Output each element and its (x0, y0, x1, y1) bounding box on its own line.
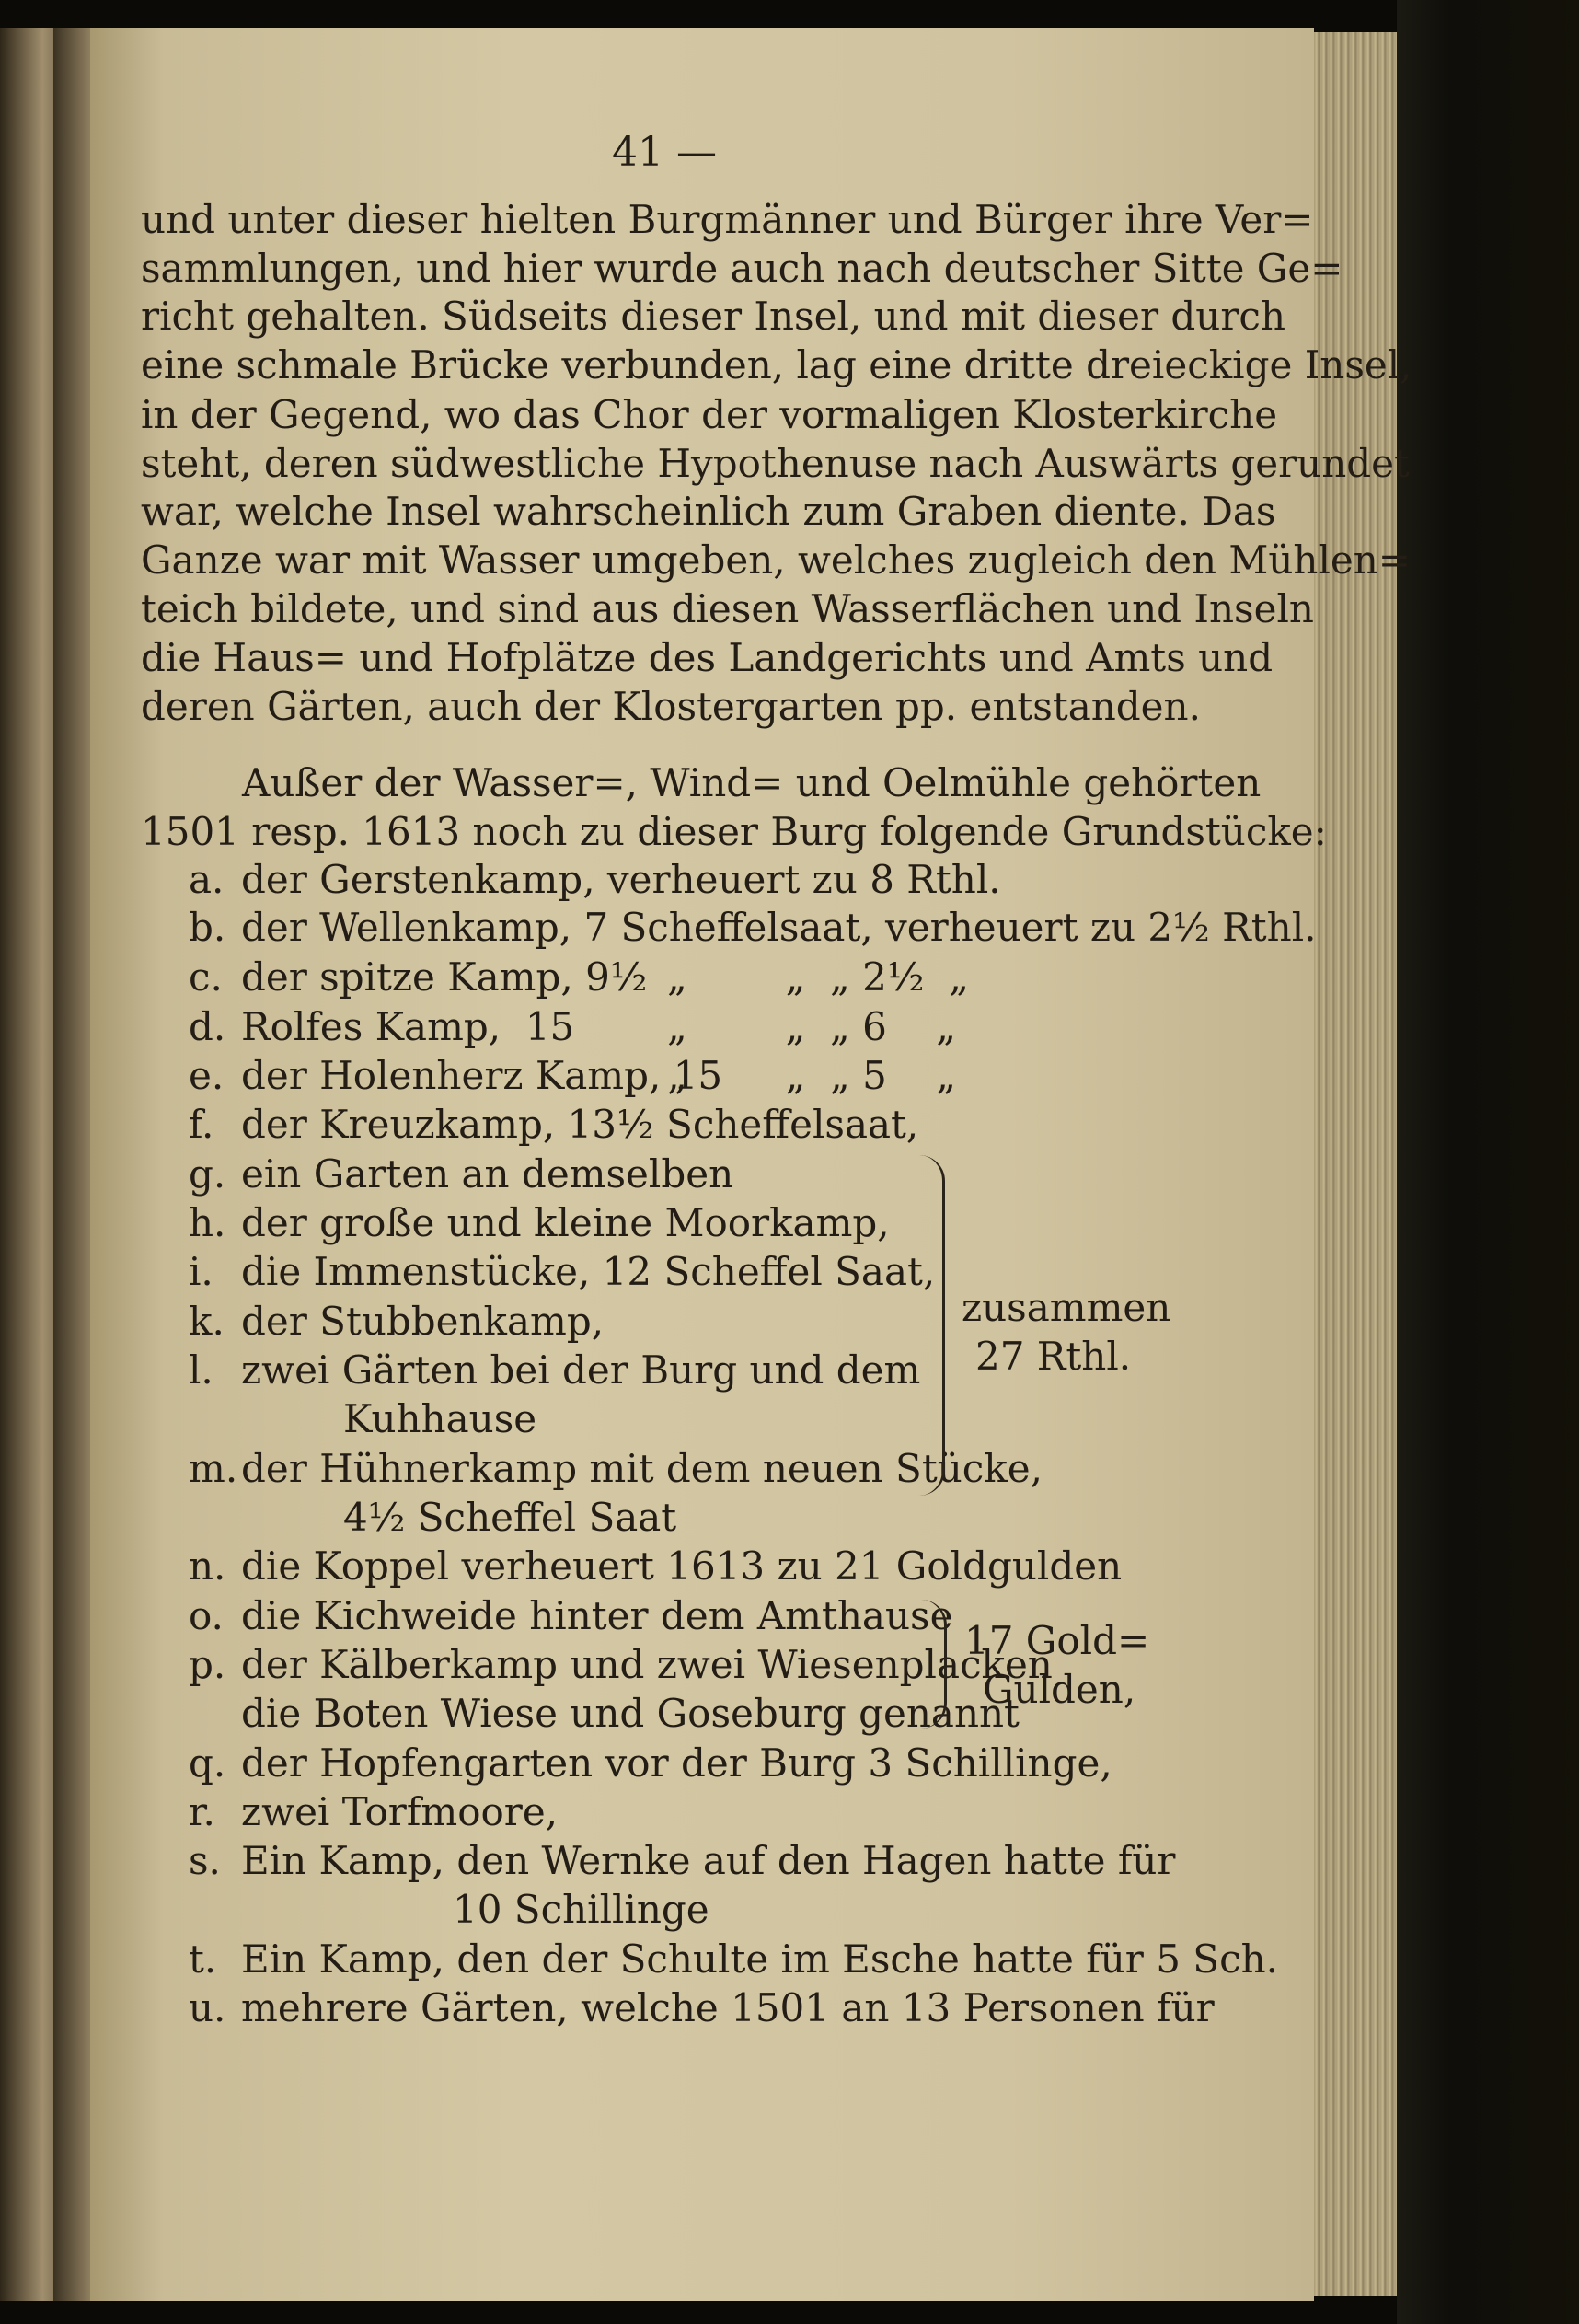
item-letter: n. (189, 1544, 226, 1589)
page-number: 41 — (612, 129, 717, 176)
item-letter: g. (189, 1151, 226, 1197)
item-text: Kuhhause (343, 1396, 537, 1441)
item-text: der Kreuzkamp, 13½ Scheffelsaat, (241, 1102, 919, 1147)
brace-note: Gulden, (983, 1667, 1136, 1712)
item-text: der Hühnerkamp mit dem neuen Stücke, (241, 1446, 1043, 1491)
item-text: der Kälberkamp und zwei Wiesenplacken (241, 1642, 1053, 1687)
paragraph-line: und unter dieser hielten Burgmänner und Bürger ihre Ver= (141, 197, 1314, 242)
paragraph-line: 1501 resp. 1613 noch zu dieser Burg folgende Grundstücke: (141, 809, 1327, 854)
item-text: der spitze Kamp, 9½ (241, 954, 648, 1000)
item-letter: d. (189, 1004, 226, 1049)
book-cover (1397, 0, 1579, 2324)
item-text: der Hopfengarten vor der Burg 3 Schillinge, (241, 1740, 1112, 1786)
item-letter: i. (189, 1249, 213, 1294)
item-letter: b. (189, 905, 226, 950)
paragraph-line: teich bildete, und sind aus diesen Wasserflächen und Inseln (141, 586, 1314, 631)
item-text: der große und kleine Moorkamp, (241, 1200, 890, 1245)
brace-note: zusammen (962, 1285, 1171, 1330)
item-letter: l. (189, 1347, 213, 1393)
item-letter: f. (189, 1102, 214, 1147)
right-brace (911, 1155, 945, 1496)
right-brace (920, 1600, 947, 1729)
brace-note: 27 Rthl. (975, 1334, 1132, 1379)
item-letter: k. (189, 1299, 225, 1344)
paragraph-line: deren Gärten, auch der Klostergarten pp. entstanden. (141, 684, 1201, 729)
item-letter: q. (189, 1740, 226, 1786)
item-letter: p. (189, 1642, 226, 1687)
item-text: zwei Gärten bei der Burg und dem (241, 1347, 921, 1393)
item-text: zwei Torfmoore, (241, 1789, 559, 1834)
item-text: 4½ Scheffel Saat (343, 1495, 677, 1540)
paragraph-line: richt gehalten. Südseits dieser Insel, und mit dieser durch (141, 294, 1286, 339)
paragraph-line: steht, deren südwestliche Hypothenuse nach Auswärts gerundet (141, 441, 1410, 486)
item-text: Ein Kamp, den der Schulte im Esche hatte für 5 Sch. (241, 1937, 1278, 1982)
item-letter: h. (189, 1200, 226, 1245)
item-text: die Kichweide hinter dem Amthause (241, 1593, 953, 1638)
item-letter: o. (189, 1593, 224, 1638)
item-letter: r. (189, 1789, 215, 1834)
paragraph-line: in der Gegend, wo das Chor der vormaligen Klosterkirche (141, 392, 1278, 437)
item-text: der Stubbenkamp, (241, 1299, 605, 1344)
item-text: ein Garten an demselben (241, 1151, 734, 1197)
left-page-edge (0, 28, 53, 2301)
item-letter: s. (189, 1838, 221, 1883)
item-letter: a. (189, 857, 225, 902)
item-text: die Boten Wiese und Goseburg genannt (241, 1691, 1020, 1736)
item-letter: c. (189, 954, 223, 1000)
item-text: der Wellenkamp, 7 Scheffelsaat, verheuert zu 2½ Rthl. (241, 905, 1317, 950)
ditto-marks: „ „ „ 2½ „ (667, 954, 970, 1000)
paragraph-line: eine schmale Brücke verbunden, lag eine dritte dreieckige Insel, (141, 342, 1412, 387)
paragraph-line: Außer der Wasser=, Wind= und Oelmühle gehörten (242, 760, 1262, 805)
item-letter: t. (189, 1937, 217, 1982)
item-text: 10 Schillinge (453, 1887, 709, 1932)
item-letter: m. (189, 1446, 238, 1491)
ditto-marks: „ „ „ 5 „ (667, 1053, 957, 1098)
book-gutter (53, 28, 90, 2301)
paragraph-line: war, welche Insel wahrscheinlich zum Graben diente. Das (141, 489, 1276, 534)
ditto-marks: „ „ „ 6 „ (667, 1004, 957, 1049)
paragraph-line: sammlungen, und hier wurde auch nach deutscher Sitte Ge= (141, 246, 1343, 291)
paragraph-line: Ganze war mit Wasser umgeben, welches zugleich den Mühlen= (141, 538, 1411, 583)
brace-note: 17 Gold= (964, 1618, 1150, 1663)
item-text: der Holenherz Kamp, 15 (241, 1053, 723, 1098)
paragraph-line: die Haus= und Hofplätze des Landgerichts und Amts und (141, 635, 1274, 680)
item-text: Ein Kamp, den Wernke auf den Hagen hatte für (241, 1838, 1176, 1883)
item-letter: e. (189, 1053, 225, 1098)
item-text: mehrere Gärten, welche 1501 an 13 Personen für (241, 1985, 1215, 2030)
item-text: Rolfes Kamp, 15 (241, 1004, 575, 1049)
item-text: der Gerstenkamp, verheuert zu 8 Rthl. (241, 857, 1001, 902)
item-letter: u. (189, 1985, 226, 2030)
item-text: die Koppel verheuert 1613 zu 21 Goldgulden (241, 1544, 1123, 1589)
item-text: die Immenstücke, 12 Scheffel Saat, (241, 1249, 936, 1294)
